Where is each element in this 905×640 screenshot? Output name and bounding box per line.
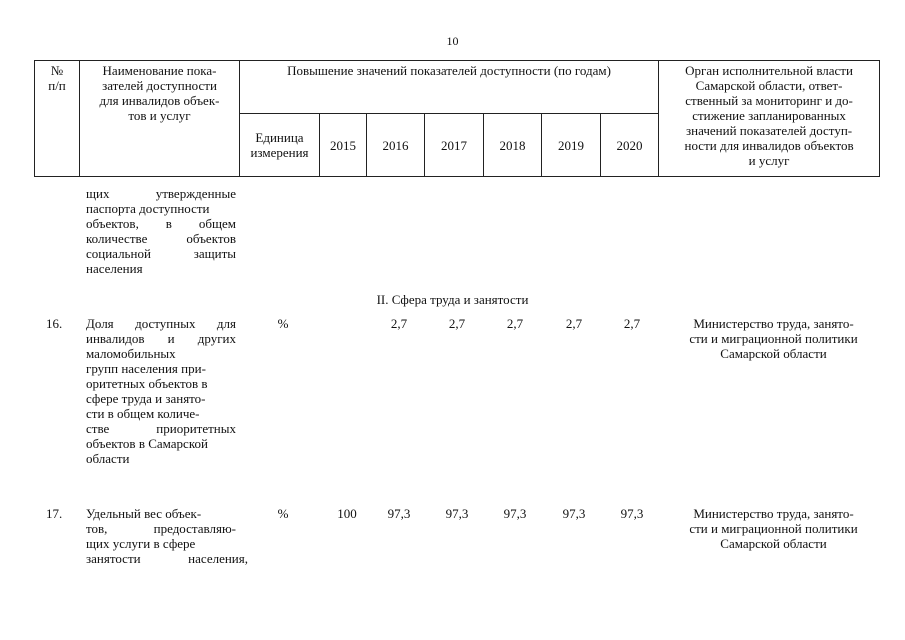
header-number-line-1: № (50, 63, 64, 78)
header-org-line-4: стижение запланированных (692, 108, 846, 123)
header-org-line-7: и услуг (748, 153, 790, 168)
row-16-org-line-2: сти и миграционной политики (689, 331, 858, 346)
section-title: II. Сфера труда и занятости (376, 292, 529, 307)
row-17-org-line-1: Министерство труда, занято- (693, 506, 854, 521)
header-year-2017: 2017 (425, 114, 484, 177)
header-org-line-3: ственный за мониторинг и до- (685, 93, 853, 108)
row-16-name (86, 316, 236, 466)
row-17-name-line-2: тов, предоставляю- (86, 521, 236, 536)
header-year-2018: 2018 (484, 114, 542, 177)
header-unit-line-1: Единица (255, 130, 304, 145)
indicator-table-header (34, 60, 880, 177)
row-17-value-2015: 100 (337, 506, 357, 521)
continued-row-name (86, 186, 236, 276)
header-name-line-4: тов и услуг (128, 108, 191, 123)
header-year-2019: 2019 (542, 114, 601, 177)
header-name-cell (80, 61, 240, 177)
header-name-line-2: зателей доступности (102, 78, 217, 93)
row-17-number: 17. (46, 506, 63, 521)
continued-line-3: объектов, в общем (86, 216, 236, 231)
row-16-name-line-10: области (86, 451, 130, 466)
header-year-2020: 2020 (601, 114, 659, 177)
header-increase-cell (240, 61, 659, 114)
header-name-line-1: Наименование пока- (102, 63, 217, 78)
header-increase-label: Повышение значений показателей доступности (по годам) (287, 63, 611, 78)
row-17-name-line-3: щих услуги в сфере (86, 536, 196, 551)
row-17-org-line-2: сти и миграционной политики (689, 521, 858, 536)
row-16-value-2020: 2,7 (623, 316, 641, 331)
row-16-number: 16. (46, 316, 63, 331)
row-16-name-line-3: маломобильных (86, 346, 176, 361)
continued-line-1: щих утвержденные (86, 186, 236, 201)
header-org-cell (659, 61, 880, 177)
continued-line-5: социальной защиты (86, 246, 236, 261)
row-17-unit: % (277, 506, 289, 521)
header-year-2015: 2015 (320, 114, 367, 177)
row-17-name (86, 506, 248, 566)
row-17-value-2019: 97,3 (562, 506, 586, 521)
row-17-value-2018: 97,3 (503, 506, 527, 521)
row-16-value-2018: 2,7 (506, 316, 524, 331)
row-16-value-2016: 2,7 (390, 316, 408, 331)
header-number-cell (35, 61, 80, 177)
row-17-organization (666, 506, 881, 551)
header-org-line-2: Самарской области, ответ- (695, 78, 843, 93)
row-16-org-line-3: Самарской области (720, 346, 827, 361)
header-unit-line-2: измерения (250, 145, 309, 160)
header-org-line-5: значений показателей доступ- (686, 123, 853, 138)
row-17-org-line-3: Самарской области (720, 536, 827, 551)
row-17-value-2020: 97,3 (620, 506, 644, 521)
header-unit-cell (240, 114, 320, 177)
page-number: 10 (446, 34, 459, 48)
row-17-value-2017: 97,3 (445, 506, 469, 521)
continued-line-2: паспорта доступности (86, 201, 210, 216)
continued-line-4: количестве объектов (86, 231, 236, 246)
row-16-name-line-6: сфере труда и занято- (86, 391, 206, 406)
row-17-name-line-4: занятости населения, (86, 551, 248, 566)
row-16-name-line-4: групп населения при- (86, 361, 206, 376)
header-year-2016: 2016 (367, 114, 425, 177)
header-number-line-2: п/п (48, 78, 66, 93)
header-org-line-1: Орган исполнительной власти (685, 63, 853, 78)
header-name-line-3: для инвалидов объек- (99, 93, 220, 108)
row-16-unit: % (277, 316, 289, 331)
row-16-name-line-5: оритетных объектов в (86, 376, 208, 391)
header-org-line-6: ности для инвалидов объектов (684, 138, 854, 153)
row-17-name-line-1: Удельный вес объек- (86, 506, 202, 521)
row-16-name-line-1: Доля доступных для (86, 316, 236, 331)
row-16-value-2017: 2,7 (448, 316, 466, 331)
continued-line-6: населения (86, 261, 143, 276)
row-17-value-2016: 97,3 (387, 506, 411, 521)
row-16-org-line-1: Министерство труда, занято- (693, 316, 854, 331)
row-16-name-line-7: сти в общем количе- (86, 406, 200, 421)
row-16-name-line-8: стве приоритетных (86, 421, 236, 436)
row-16-name-line-9: объектов в Самарской (86, 436, 208, 451)
row-16-value-2019: 2,7 (565, 316, 583, 331)
row-16-name-line-2: инвалидов и других (86, 331, 236, 346)
row-16-organization (666, 316, 881, 361)
